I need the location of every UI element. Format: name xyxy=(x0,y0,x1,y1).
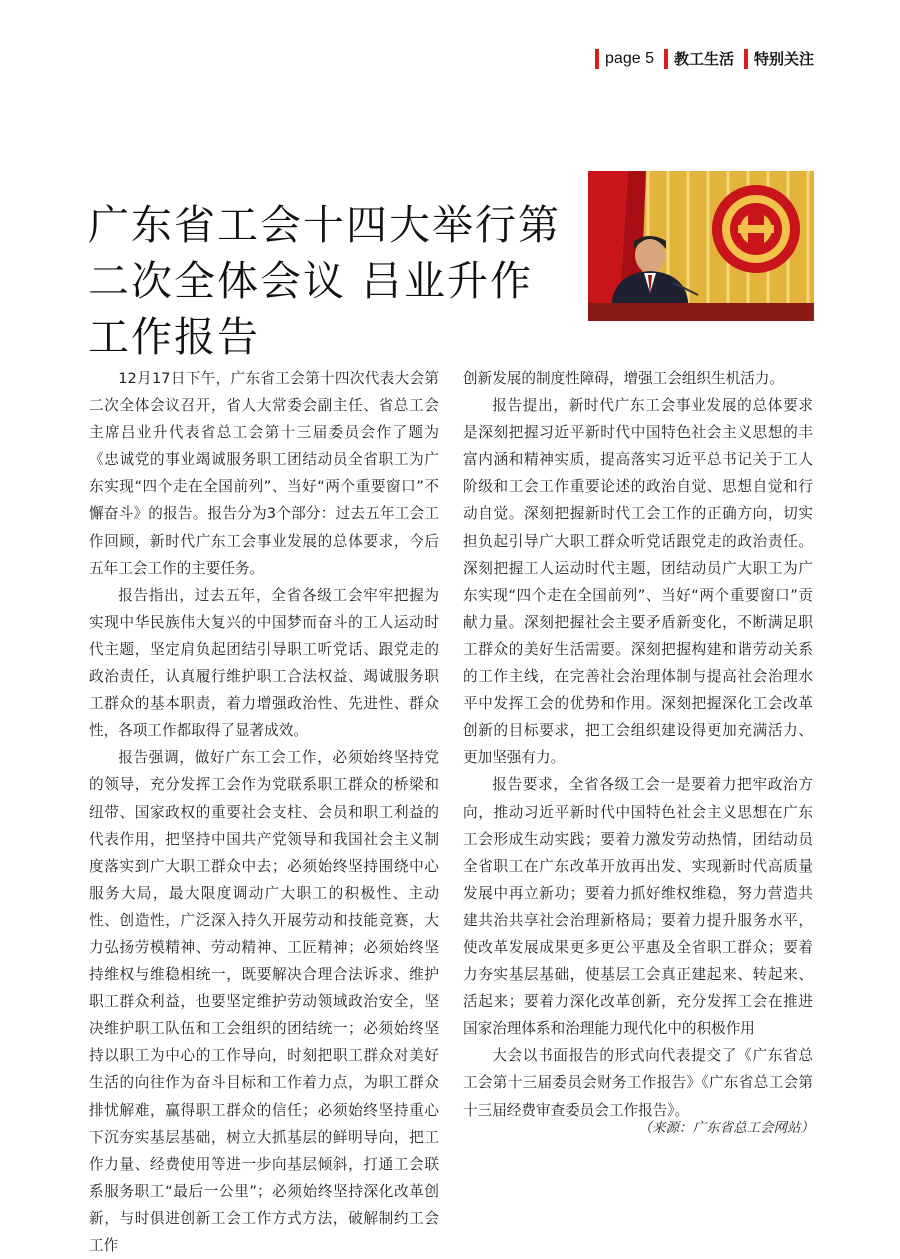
paragraph-continuation: 创新发展的制度性障碍，增强工会组织生机活力。 xyxy=(463,370,785,387)
paragraph: 报告强调，做好广东工会工作，必须始终坚持党的领导，充分发挥工会作为党联系职工群众的桥梁和纽带、国家政权的重要社会支柱、会员和职工利益的代表作用，把坚持中国共产党领导和我国社会主义制度落实到广大职工群众中去；必须始终坚持围绕中心服务大局，最大限度调动广大职工的积极性、主动性、创造性，广泛深入持久开展劳动和技能竞赛，大力弘扬劳模精神、劳动精神、工匠精神；必须始终坚持维权与维稳相统一，既要解决合理合法诉求、维护职工群众利益，也要坚定维护劳动领域政治安全，坚决维护职工队伍和工会组织的团结统一；必须始终坚持以职工为中心的工作导向，时刻把职工群众对美好生活的向往作为奋斗目标和工作着力点，为职工群众排忧解难，赢得职工群众的信任；必须始终坚持重心下沉夯实基层基础，树立大抓基层的鲜明导向，把工作力量、经费使用等进一步向基层倾斜，打通工会联系服务职工“最后一公里”；必须始终坚持深化改革创新，与时俱进创新工会工作方式方法，破解制约工会工作 xyxy=(89,749,439,1254)
section-tag-1 xyxy=(664,48,734,69)
page-label: page 5 xyxy=(605,49,654,67)
paragraph: 报告要求，全省各级工会一是要着力把牢政治方向，推动习近平新时代中国特色社会主义思想在广东工会形成生动实践；要着力激发劳动热情，团结动员全省职工在广东改革开放再出发、实现新时代高质量发展中再立新功；要着力抓好维权维稳，努力营造共建共治共享社会治理新格局；要着力提升服务水平，使改革发展成果更多更公平惠及全省职工群众；要着力夯实基层基础，使基层工会真正建起来、转起来、活起来；要着力深化改革创新，充分发挥工会在推进国家治理体系和治理能力现代化中的积极作用 xyxy=(463,776,813,1038)
right-column xyxy=(463,365,813,1124)
section-tag-2 xyxy=(744,48,814,69)
section-label: 特别关注 xyxy=(753,50,814,68)
red-bar-icon xyxy=(744,49,748,69)
page-header xyxy=(585,48,814,69)
left-column xyxy=(89,365,439,1259)
page-number xyxy=(595,49,654,69)
red-bar-icon xyxy=(595,49,599,69)
paragraph: 报告指出，过去五年，全省各级工会牢牢把握为实现中华民族伟大复兴的中国梦而奋斗的工人运动时代主题，坚定肩负起团结引导职工听党话、跟党走的政治责任，认真履行维护职工合法权益、竭诚服务职工群众的基本职责，着力增强政治性、先进性、群众性，各项工作都取得了显著成效。 xyxy=(89,586,439,740)
union-emblem-icon xyxy=(712,185,800,273)
paragraph: 报告提出，新时代广东工会事业发展的总体要求是深刻把握习近平新时代中国特色社会主义思想的丰富内涵和精神实质，提高落实习近平总书记关于工人阶级和工会工作重要论述的政治自觉、思想自觉和行动自觉。深刻把握新时代工会工作的正确方向，切实担负起引导广大职工群众听党话跟党走的政治责任。深刻把握工人运动时代主题，团结动员广大职工为广东实现“四个走在全国前列”、当好“两个重要窗口”贡献力量。深刻把握社会主要矛盾新变化，不断满足职工群众的美好生活需要。深刻把握构建和谐劳动关系的工作主线，在完善社会治理体制与提高社会治理水平中发挥工会的优势和作用。深刻把握深化工会改革创新的目标要求，把工会组织建设得更加充满活力、更加坚强有力。 xyxy=(463,397,813,767)
article-photo xyxy=(588,171,814,321)
meeting-photo xyxy=(588,171,814,321)
article-title: 广东省工会十四大举行第二次全体会议 吕业升作工作报告 xyxy=(88,201,561,362)
red-bar-icon xyxy=(664,49,668,69)
paragraph: 12月17日下午，广东省工会第十四次代表大会第二次全体会议召开，省人大常委会副主任、省总工会主席吕业升代表省总工会第十三届委员会作了题为《忠诚党的事业竭诚服务职工团结动员全省职工为广东实现“四个走在全国前列”、当好“两个重要窗口”不懈奋斗》的报告。报告分为3个部分：过去五年工会工作回顾，新时代广东工会事业发展的总体要求，今后五年工会工作的主要任务。 xyxy=(89,370,439,577)
section-label: 教工生活 xyxy=(673,50,734,68)
source-credit: （来源：广东省总工会网站） xyxy=(638,1120,814,1136)
paragraph: 大会以书面报告的形式向代表提交了《广东省总工会第十三届委员会财务工作报告》《广东省总工会第十三届经费审查委员会工作报告》。 xyxy=(463,1047,813,1119)
